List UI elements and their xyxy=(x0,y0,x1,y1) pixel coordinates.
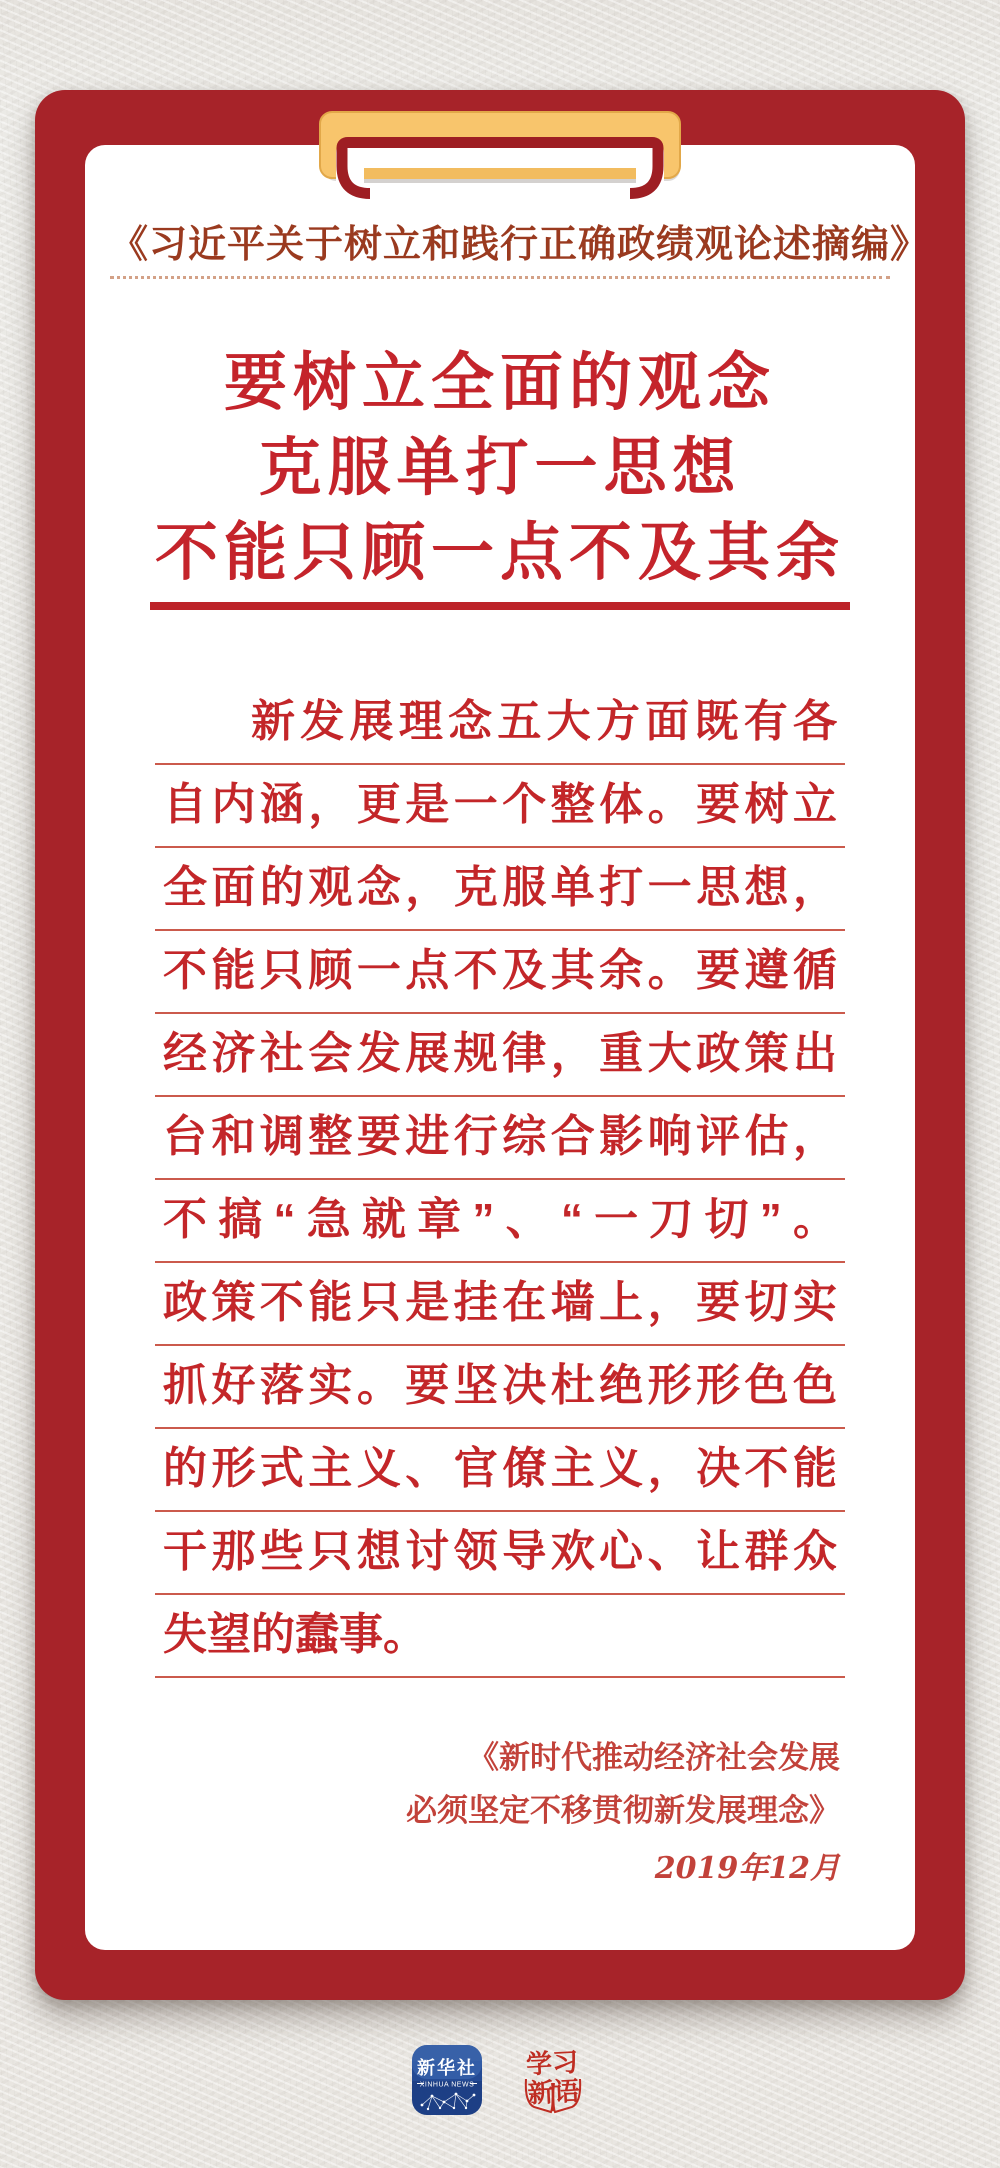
headline-line: 不能只顾一点不及其余 xyxy=(155,518,845,588)
body-line: 政策不能只是挂在墙上，要切实 xyxy=(155,1263,845,1346)
headline-line: 克服单打一思想 xyxy=(258,433,742,503)
attribution-line: 《新时代推动经济社会发展 xyxy=(468,1740,840,1776)
footer-logos xyxy=(0,2045,1000,2115)
body-line: 新发展理念五大方面既有各 xyxy=(155,682,845,765)
xuexi-top-label: 学习 xyxy=(525,2047,579,2081)
body-line: 不能只顾一点不及其余。要遵循 xyxy=(155,931,845,1014)
quote-body xyxy=(155,682,845,1678)
attribution-block xyxy=(110,1732,890,1895)
body-line: 不搞“急就章”、“一刀切”。 xyxy=(155,1180,845,1263)
quote-card xyxy=(85,145,930,1950)
xuexi-xinyu-logo xyxy=(518,2045,588,2115)
xuexi-bottom-label: 新语 xyxy=(526,2076,581,2110)
dotted-divider xyxy=(110,276,890,279)
body-line: 失望的蠢事。 xyxy=(155,1595,845,1678)
attribution-line: 必须坚定不移贯彻新发展理念》 xyxy=(406,1793,840,1829)
body-line: 的形式主义、官僚主义，决不能 xyxy=(155,1429,845,1512)
body-line: 抓好落实。要坚决杜绝形形色色 xyxy=(155,1346,845,1429)
body-line: 经济社会发展规律，重大政策出 xyxy=(155,1014,845,1097)
attribution-date: 2019年12月 xyxy=(654,1851,840,1886)
binder-clip-icon xyxy=(310,104,690,214)
calligraphy-headline xyxy=(110,341,890,596)
headline-underline xyxy=(150,602,850,610)
body-line: 干那些只想讨领导欢心、让群众 xyxy=(155,1512,845,1595)
xinhua-en-label: XINHUA NEWS xyxy=(419,2081,475,2089)
xinhua-cn-label: 新华社 xyxy=(417,2058,477,2078)
red-clipboard-frame xyxy=(35,90,965,2000)
headline-line: 要树立全面的观念 xyxy=(224,348,776,418)
body-line: 自内涵，更是一个整体。要树立 xyxy=(155,765,845,848)
body-line: 台和调整要进行综合影响评估， xyxy=(155,1097,845,1180)
xinhua-news-logo xyxy=(412,2045,482,2115)
body-line: 全面的观念，克服单打一思想， xyxy=(155,848,845,931)
source-book-title: 《习近平关于树立和践行正确政绩观论述摘编》 xyxy=(110,224,930,266)
